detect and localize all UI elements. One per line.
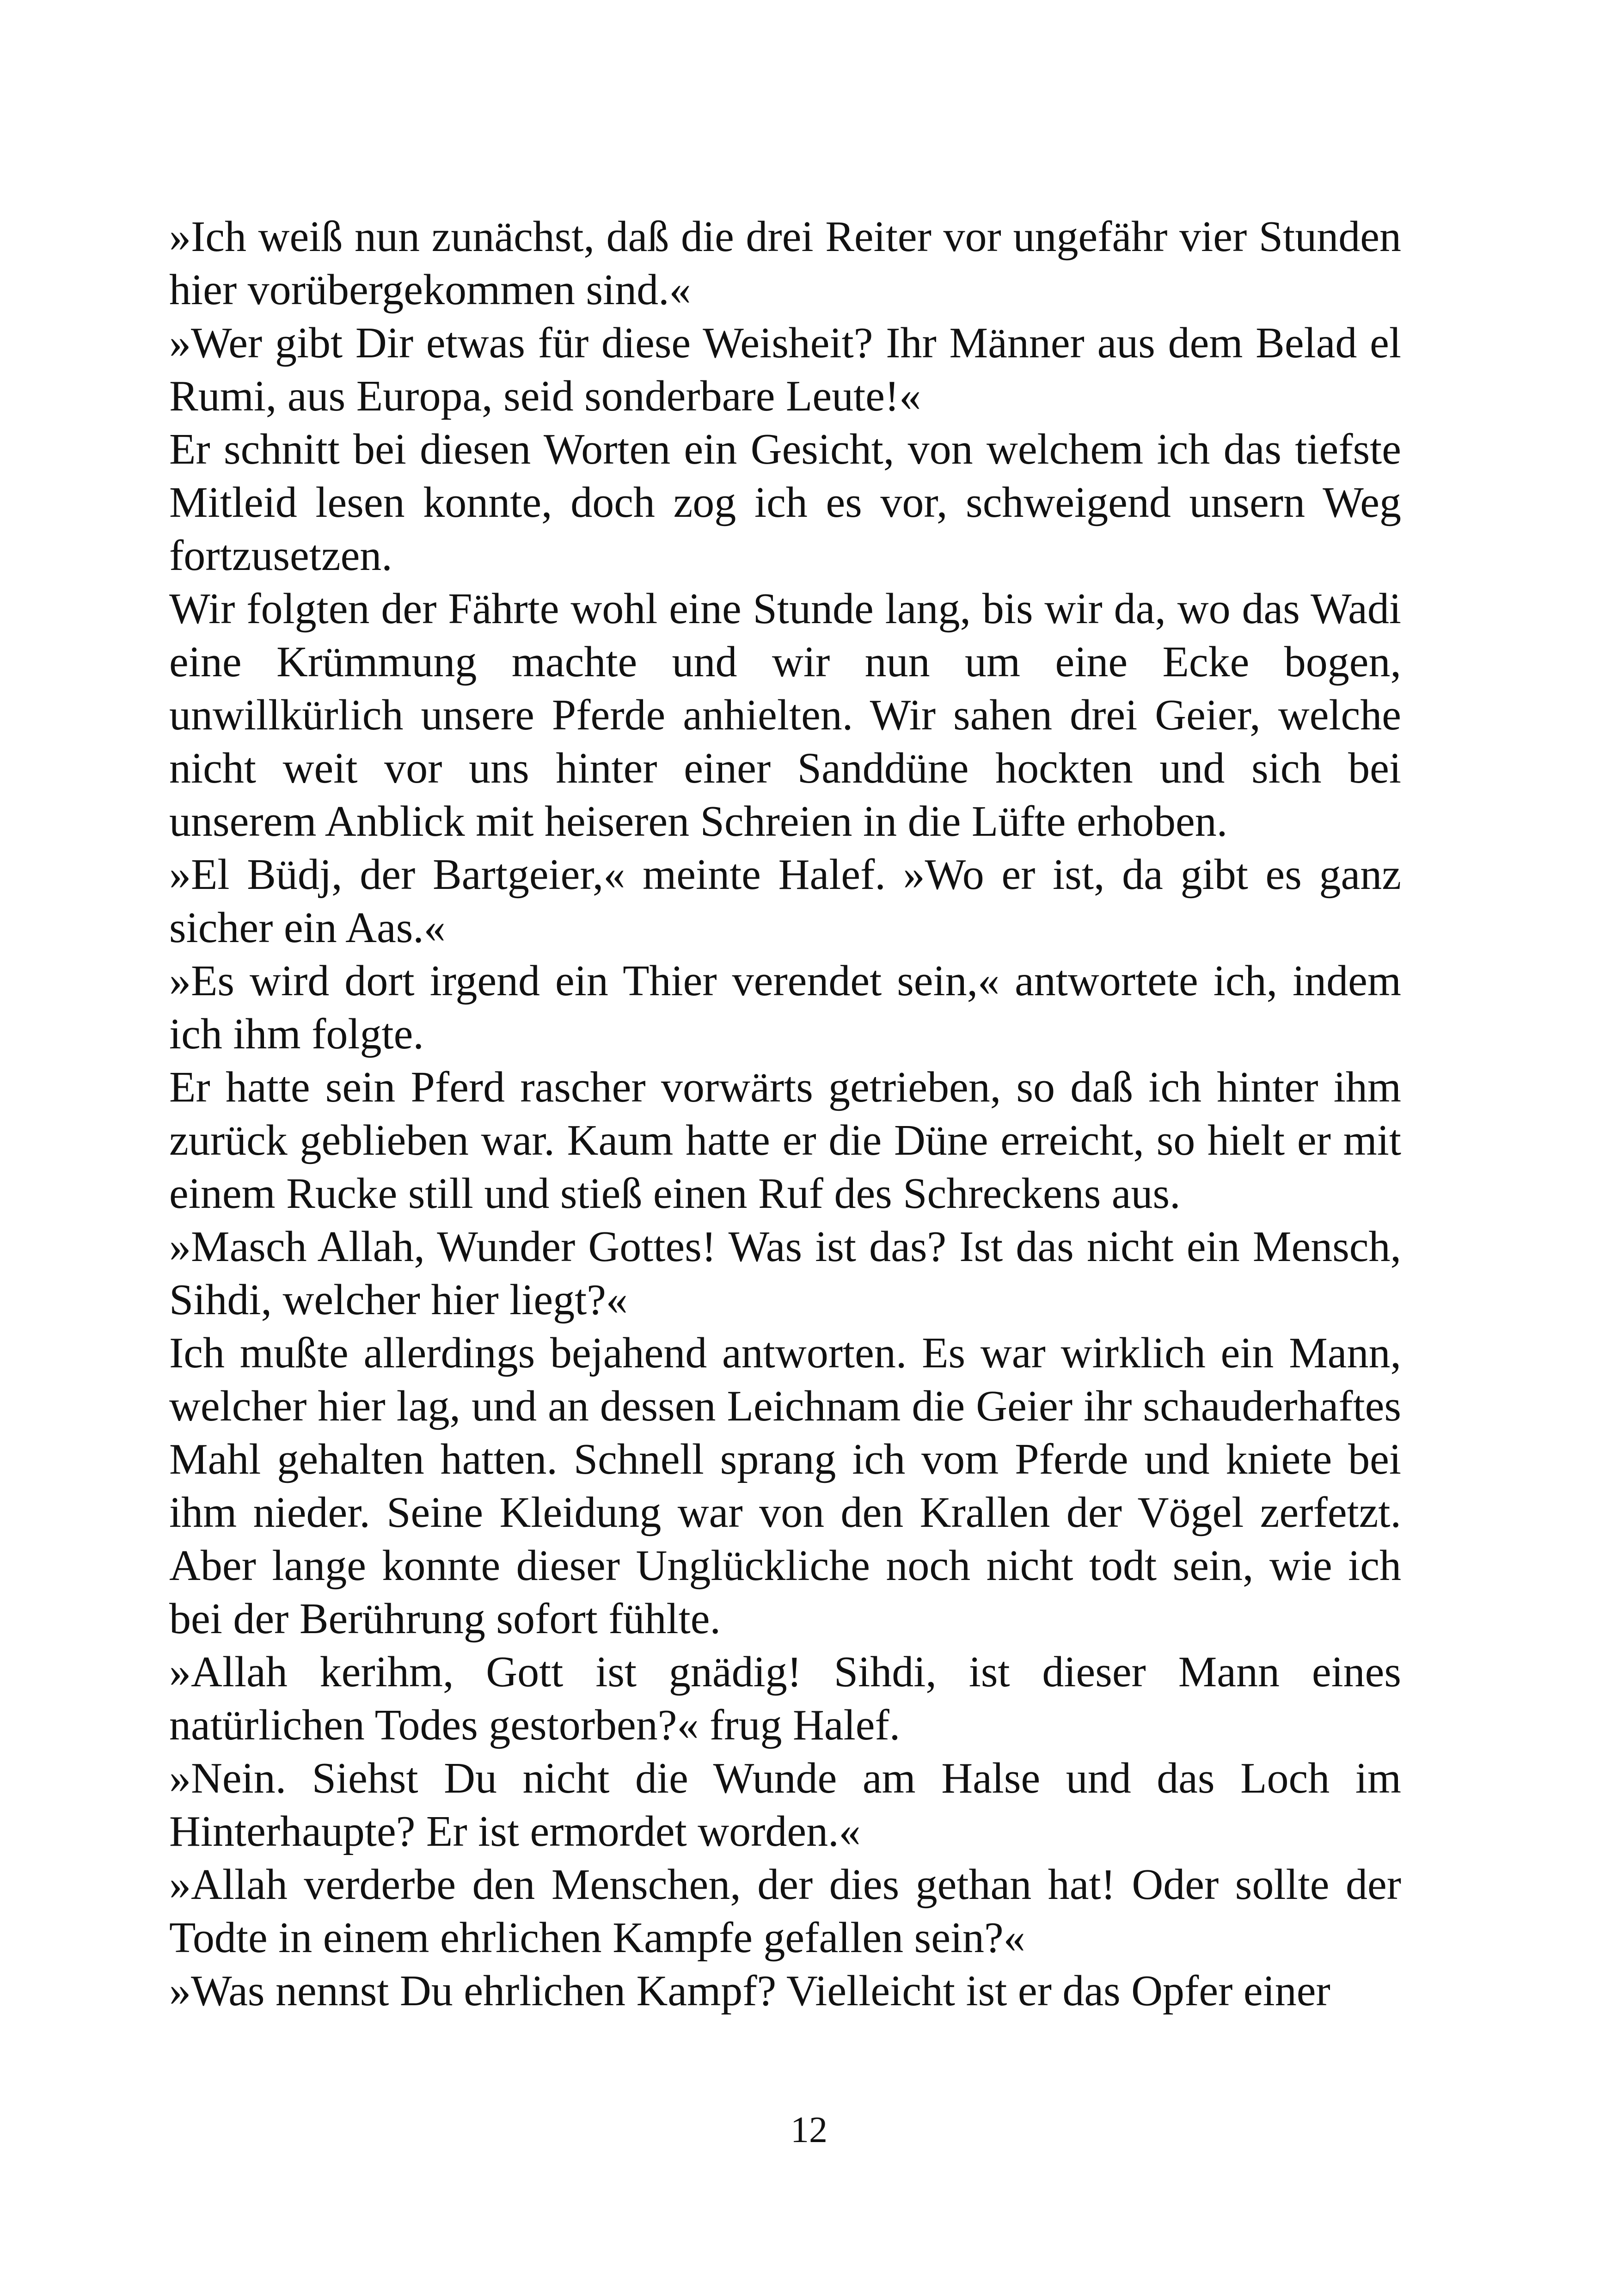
paragraph-8: »Masch Allah, Wunder Gottes! Was ist das? Ist das nicht ein Mensch, Sihdi, welcher hier liegt?« [169,1223,1401,1324]
paragraph-6: »Es wird dort irgend ein Thier verendet sein,« antwortete ich, indem ich ihm folgte. [169,957,1401,1058]
paragraph-5: »El Büdj, der Bartgeier,« meinte Halef. »Wo er ist, da gibt es ganz sicher ein Aas.« [169,851,1401,952]
page-number: 12 [791,2110,827,2150]
paragraph-7: Er hatte sein Pferd rascher vorwärts getrieben, so daß ich hinter ihm zurück geblieben war. Kaum hatte er die Düne erreicht, so hielt er mit einem Rucke still und stieß einen Ruf des Schreckens aus. [169,1063,1401,1218]
paragraph-12: »Allah verderbe den Menschen, der dies gethan hat! Oder sollte der Todte in einem ehrlichen Kampfe gefallen sein?« [169,1861,1401,1962]
paragraph-1: »Ich weiß nun zunächst, daß die drei Reiter vor ungefähr vier Stunden hier vorübergekommen sind.« [169,213,1401,314]
paragraph-2: »Wer gibt Dir etwas für diese Weisheit? Ihr Männer aus dem Belad el Rumi, aus Europa, seid sonderbare Leute!« [169,319,1401,420]
paragraph-4: Wir folgten der Fährte wohl eine Stunde lang, bis wir da, wo das Wadi eine Krümmung machte und wir nun um eine Ecke bogen, unwillkürlich unsere Pferde anhielten. Wir sahen drei Geier, welche nicht weit vor uns hinter einer Sanddüne hockten und sich bei unserem Anblick mit heiseren Schreien in die Lüfte erhoben. [169,585,1401,845]
body-text [169,210,1401,2018]
paragraph-13: »Was nennst Du ehrlichen Kampf? Vielleicht ist er das Opfer einer [169,1967,1330,2015]
paragraph-11: »Nein. Siehst Du nicht die Wunde am Halse und das Loch im Hinterhaupte? Er ist ermordet worden.« [169,1754,1401,1855]
paragraph-3: Er schnitt bei diesen Worten ein Gesicht, von welchem ich das tiefste Mitleid lesen konnte, doch zog ich es vor, schweigend unsern Weg fortzusetzen. [169,425,1401,580]
paragraph-10: »Allah kerihm, Gott ist gnädig! Sihdi, ist dieser Mann eines natürlichen Todes gestorben?« frug Halef. [169,1648,1401,1749]
paragraph-9: Ich mußte allerdings bejahend antworten. Es war wirklich ein Mann, welcher hier lag, und an dessen Leichnam die Geier ihr schauderhaftes Mahl gehalten hatten. Schnell sprang ich vom Pferde und kniete bei ihm nieder. Seine Kleidung war von den Krallen der Vögel zerfetzt. Aber lange konnte dieser Unglückliche noch nicht todt sein, wie ich bei der Berührung sofort fühlte. [169,1329,1401,1643]
